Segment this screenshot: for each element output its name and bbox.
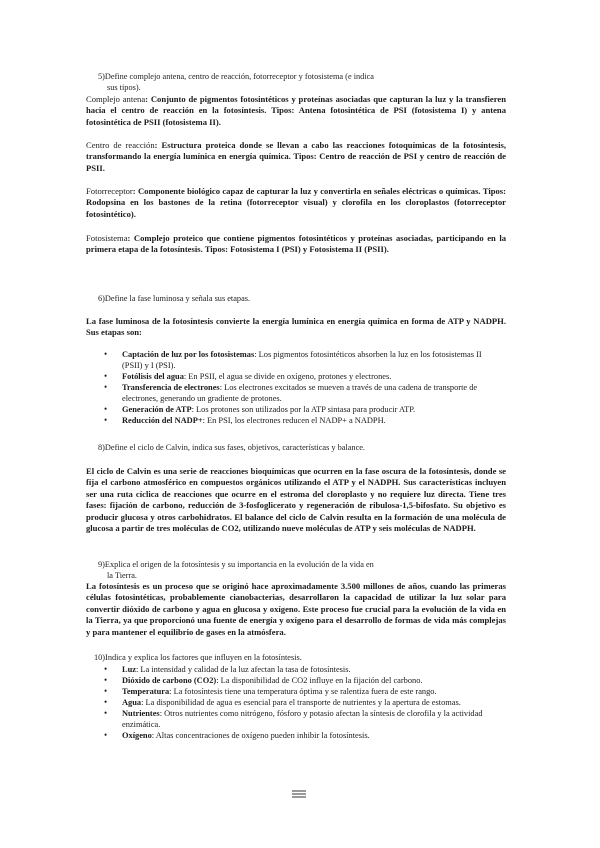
definition-fotorreceptor: : Componente biológico capaz de capturar la luz y convertirla en señales eléctricas o químicas. Tipos: Rodopsina en los bastones de la retina (fotorreceptor visual) y clorofila en los cloroplastos (fotorreceptor fotosintético). xyxy=(86,186,506,219)
list-item: • Fotólisis del agua: En PSII, el agua se divide en oxígeno, protones y electrones. xyxy=(104,371,504,382)
list-item: • Generación de ATP: Los protones son utilizados por la ATP sintasa para producir ATP. xyxy=(104,404,504,415)
answer-complejo-antena xyxy=(86,94,506,128)
definition-fotosistema: : Complejo proteico que contiene pigmentos fotosintéticos y proteínas asociadas, participando en la primera etapa de la fotosíntesis. Tipos: Fotosistema I (PSI) y Fotosistema II (PSII). xyxy=(86,233,506,255)
answer-ciclo-calvin: El ciclo de Calvin es una serie de reacciones bioquímicas que ocurren en la fase oscura de la fotosíntesis, donde se fija el carbono atmosférico en compuestos orgánicos utilizando el ATP y el NADPH. Sus características incluyen ser una ruta cíclica de reacciones que ocurre en el estroma del cloroplasto y no requiere luz directa. Tiene tres fases: fijación de carbono, reducción de 3-fosfoglicerato y regeneración de ribulosa-1,5-bifosfato. Su objetivo es producir glucosa y otros carbohidratos. El balance del ciclo de Calvin resulta en la formación de una molécula de glucosa a partir de tres moléculas de CO2, utilizando nueve moléculas de ATP y seis moléculas de NADPH. xyxy=(86,466,506,534)
list-item: • Temperatura: La fotosíntesis tiene una temperatura óptima y se ralentiza fuera de este rango. xyxy=(104,686,504,697)
list-item: • Captación de luz por los fotosistemas: Los pigmentos fotosintéticos absorben la luz en los fotosistemas II (PSII) y I (PSI). xyxy=(104,349,504,371)
list-item: • Nutrientes: Otros nutrientes como nitrógeno, fósforo y potasio afectan la síntesis de clorofila y la actividad enzimática. xyxy=(104,708,504,730)
factores-list xyxy=(104,664,504,741)
list-item: • Dióxido de carbono (CO2): La disponibilidad de CO2 influye en la fijación del carbono. xyxy=(104,675,504,686)
answer-fase-luminosa-intro: La fase luminosa de la fotosíntesis convierte la energía lumínica en energía química en forma de ATP y NADPH. Sus etapas son: xyxy=(86,316,506,338)
list-item: • Agua: La disponibilidad de agua es esencial para el transporte de nutrientes y la apertura de estomas. xyxy=(104,697,504,708)
answer-centro-reaccion xyxy=(86,140,506,174)
question-5-line-2: sus tipos). xyxy=(107,83,141,92)
question-9 xyxy=(98,559,508,581)
list-item: • Luz: La intensidad y calidad de la luz afectan la tasa de fotosíntesis. xyxy=(104,664,504,675)
term-fotosistema: Fotosistema xyxy=(86,233,128,243)
list-item: • Transferencia de electrones: Los electrones excitados se mueven a través de una cadena de transporte de electrones, generando un gradiente de protones. xyxy=(104,382,504,404)
definition-centro-reaccion: : Estructura proteica donde se llevan a cabo las reacciones fotoquímicas de la fotosíntesis, transformando la energía lumínica en energía química. Tipos: Centro de reacción de PSI y centro de reacción de PSII. xyxy=(86,140,506,173)
definition-complejo-antena: : Conjunto de pigmentos fotosintéticos y proteínas asociadas que capturan la luz y la transfieren hacia el centro de reacción en la fotosíntesis. Tipos: Antena fotosintética de PSI (fotosistema I) y antena fotosintética de PSII (fotosistema II). xyxy=(86,94,506,127)
question-6: 6)Define la fase luminosa y señala sus etapas. xyxy=(98,294,251,303)
question-10: 10)Indica y explica los factores que influyen en la fotosíntesis. xyxy=(94,653,302,662)
question-8: 8)Define el ciclo de Calvin, indica sus fases, objetivos, características y balance. xyxy=(98,443,366,452)
answer-fotosistema xyxy=(86,233,506,256)
term-complejo-antena: Complejo antena xyxy=(86,94,146,104)
list-item: • Reducción del NADP+: En PSI, los electrones reducen el NADP+ a NADPH. xyxy=(104,415,504,426)
fase-luminosa-steps-list xyxy=(104,349,504,426)
question-9-line-2: la Tierra. xyxy=(107,571,137,580)
question-5 xyxy=(98,71,508,93)
question-5-line-1: 5)Define complejo antena, centro de reacción, fotorreceptor y fotosistema (e indica xyxy=(98,72,374,81)
list-item: • Oxígeno: Altas concentraciones de oxígeno pueden inhibir la fotosíntesis. xyxy=(104,730,504,741)
answer-fotorreceptor xyxy=(86,186,506,220)
answer-origen-fotosintesis: La fotosíntesis es un proceso que se originó hace aproximadamente 3.500 millones de años, cuando las primeras células fotosintéticas, probablemente cianobacterias, desarrollaron la capacidad de utilizar la luz solar para convertir dióxido de carbono y agua en glucosa y oxígeno. Este proceso fue crucial para la evolución de la vida en la Tierra, ya que proporcionó una fuente de energía y oxígeno para el desarrollo de formas de vida más complejas y para mantener el equilibrio de gases en la atmósfera. xyxy=(86,581,506,637)
term-fotorreceptor: Fotorreceptor xyxy=(86,186,133,196)
question-9-line-1: 9)Explica el origen de la fotosíntesis y su importancia en la evolución de la vida en xyxy=(98,560,374,569)
document-lines-icon xyxy=(292,790,306,800)
term-centro-reaccion: Centro de reacción xyxy=(86,140,155,150)
